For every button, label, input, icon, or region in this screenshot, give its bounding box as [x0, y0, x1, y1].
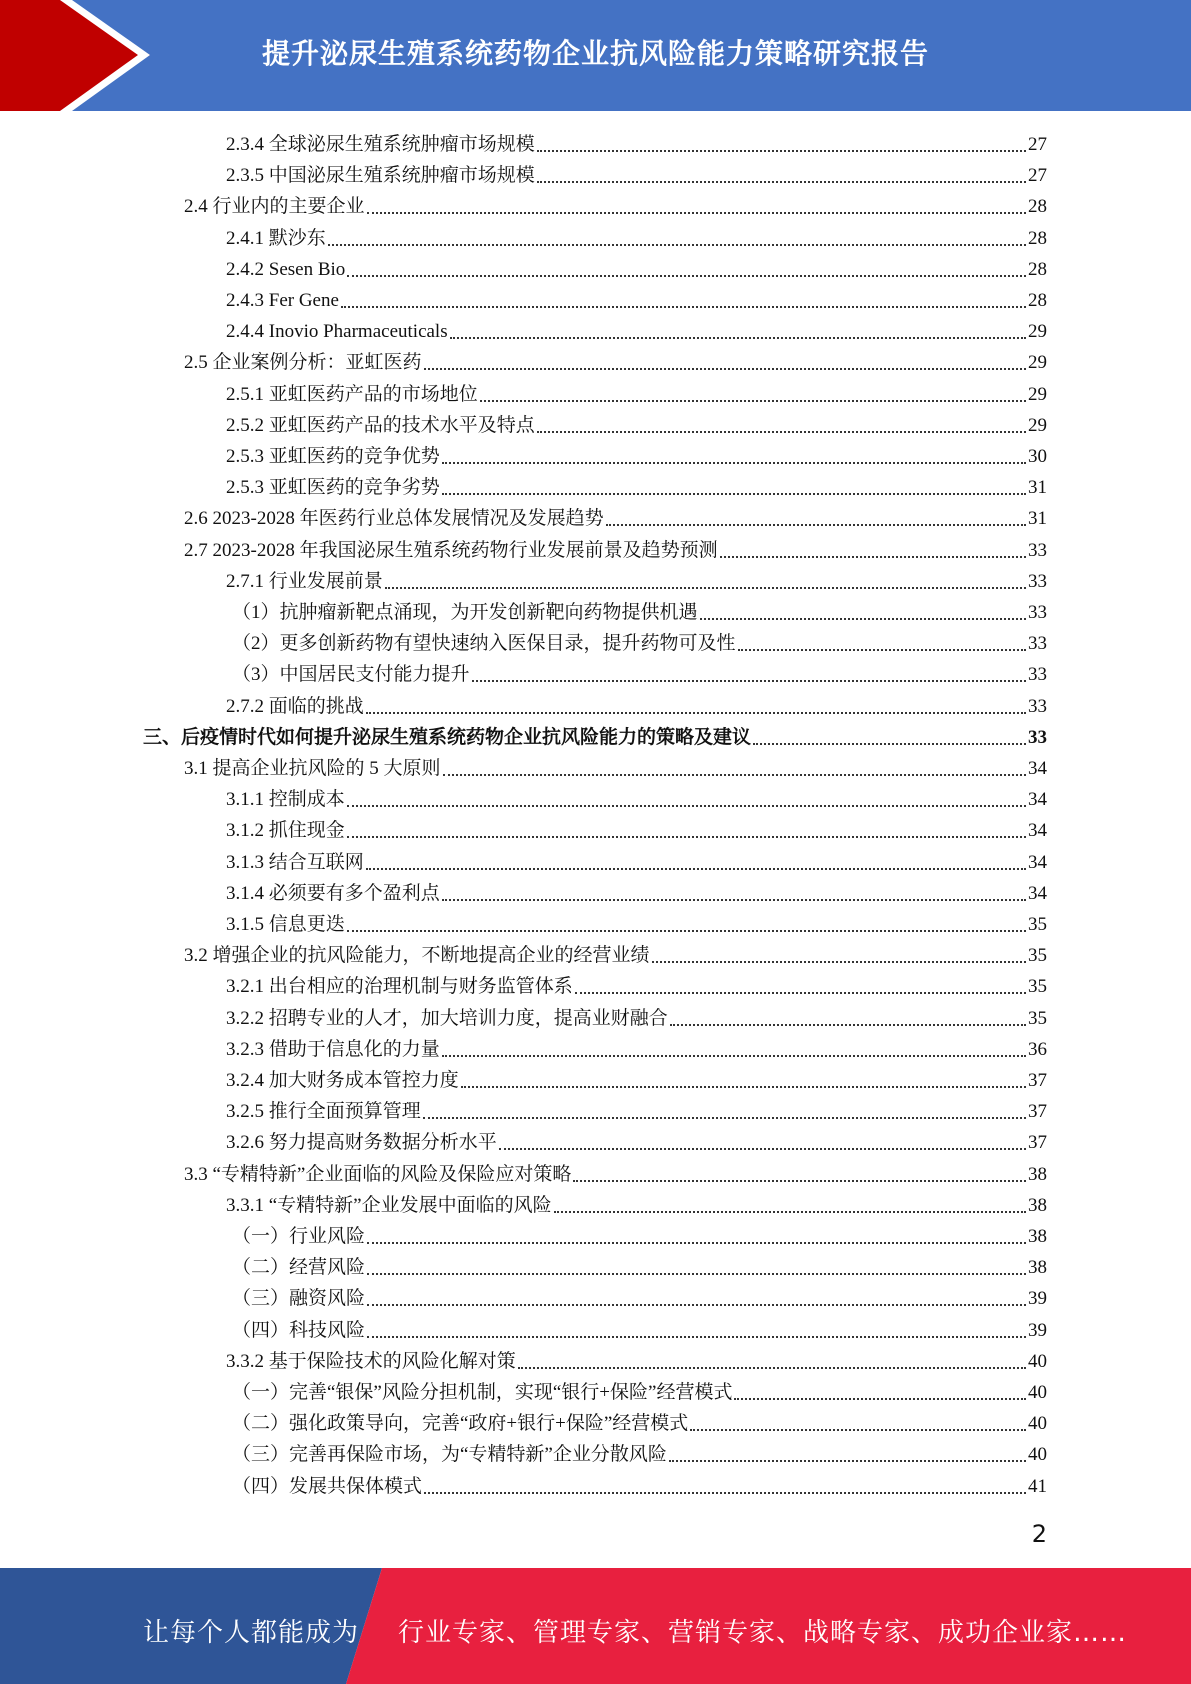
toc-entry[interactable]	[226, 1187, 1047, 1218]
toc-entry-label: （三）融资风险	[232, 1288, 366, 1310]
toc-entry-label: 3.2 增强企业的抗风险能力，不断地提高企业的经营业绩	[184, 945, 650, 967]
toc-leader-dots	[366, 706, 1026, 714]
toc-leader-dots	[385, 581, 1026, 589]
toc-leader-dots	[480, 394, 1026, 402]
toc-entry-page: 37	[1028, 1101, 1047, 1123]
toc-entry[interactable]	[184, 532, 1047, 563]
toc-entry-page: 27	[1028, 165, 1047, 187]
toc-entry-page: 29	[1028, 352, 1047, 374]
toc-entry-page: 41	[1028, 1475, 1047, 1497]
toc-entry-label: 2.7 2023-2028 年我国泌尿生殖系统药物行业发展前景及趋势预测	[184, 539, 718, 561]
toc-entry-page: 28	[1028, 290, 1047, 311]
toc-entry[interactable]	[226, 313, 1047, 344]
toc-leader-dots	[669, 1454, 1026, 1462]
toc-leader-dots	[554, 1205, 1026, 1213]
toc-entry[interactable]	[226, 376, 1047, 407]
toc-leader-dots	[347, 830, 1026, 838]
toc-entry[interactable]	[184, 500, 1047, 531]
toc-leader-dots	[499, 1142, 1026, 1150]
footer-slogan-left: 让每个人都能成为	[143, 1618, 360, 1648]
toc-leader-dots	[753, 737, 1026, 745]
toc-leader-dots	[537, 144, 1026, 152]
toc-entry[interactable]	[226, 1343, 1047, 1374]
toc-entry-page: 31	[1028, 508, 1047, 530]
toc-entry[interactable]	[226, 282, 1047, 313]
toc-entry-page: 40	[1028, 1444, 1047, 1466]
toc-entry-page: 34	[1028, 789, 1047, 811]
toc-leader-dots	[347, 799, 1026, 807]
toc-entry-label: 3.1.4 必须要有多个盈利点	[226, 882, 440, 904]
toc-entry-label: 2.5.2 亚虹医药产品的技术水平及特点	[226, 414, 535, 436]
toc-entry-page: 34	[1028, 758, 1047, 779]
toc-entry-label: 2.4.2 Sesen Bio	[226, 258, 346, 280]
toc-leader-dots	[537, 425, 1026, 433]
toc-entry-label: （一）完善“银保”风险分担机制，实现“银行+保险”经营模式	[232, 1382, 733, 1403]
toc-entry[interactable]	[226, 906, 1047, 937]
toc-entry-label: 2.4.1 默沙东	[226, 227, 326, 249]
toc-leader-dots	[720, 550, 1026, 558]
toc-entry[interactable]	[226, 1031, 1047, 1062]
toc-entry[interactable]	[184, 188, 1047, 219]
page-title: 提升泌尿生殖系统药物企业抗风险能力策略研究报告	[261, 37, 929, 70]
toc-leader-dots	[738, 643, 1026, 651]
toc-entry[interactable]	[232, 1436, 1047, 1467]
toc-entry-page: 35	[1028, 945, 1047, 967]
toc-entry-label: 3.3.1 “专精特新”企业发展中面临的风险	[226, 1194, 552, 1216]
toc-entry-label: 2.5.3 亚虹医药的竞争优势	[226, 446, 440, 467]
toc-entry-page: 33	[1028, 664, 1047, 686]
toc-entry-label: 2.4 行业内的主要企业	[184, 196, 365, 218]
toc-entry[interactable]	[226, 126, 1047, 157]
toc-leader-dots	[450, 331, 1026, 339]
toc-entry-page: 28	[1028, 258, 1047, 280]
toc-entry[interactable]	[143, 719, 1047, 750]
toc-entry-label: 2.5.1 亚虹医药产品的市场地位	[226, 383, 478, 405]
toc-entry-page: 38	[1028, 1194, 1047, 1216]
toc-leader-dots	[424, 362, 1026, 370]
toc-entry-page: 40	[1028, 1350, 1047, 1372]
toc-entry[interactable]	[232, 625, 1047, 656]
toc-leader-dots	[575, 986, 1026, 994]
toc-entry-label: （一）行业风险	[232, 1226, 366, 1247]
toc-entry-label: 3.2.6 努力提高财务数据分析水平	[226, 1132, 497, 1154]
toc-entry-page: 29	[1028, 414, 1047, 436]
toc-entry-label: 2.4.4 Inovio Pharmaceuticals	[226, 321, 448, 343]
toc-entry-page: 33	[1028, 539, 1047, 561]
toc-entry-label: （四）发展共保体模式	[232, 1475, 423, 1497]
toc-entry-page: 28	[1028, 196, 1047, 218]
toc-entry[interactable]	[184, 1156, 1047, 1187]
toc-entry[interactable]	[232, 1374, 1047, 1405]
toc-entry-page: 29	[1028, 321, 1047, 343]
toc-entry[interactable]	[226, 688, 1047, 719]
toc-leader-dots	[461, 1080, 1026, 1088]
toc-leader-dots	[367, 1267, 1026, 1275]
toc-entry[interactable]	[226, 875, 1047, 906]
toc-entry[interactable]	[232, 1405, 1047, 1436]
toc-entry-page: 34	[1028, 820, 1047, 842]
toc-entry-page: 33	[1028, 570, 1047, 592]
toc-entry[interactable]	[226, 438, 1047, 469]
toc-entry[interactable]	[232, 594, 1047, 625]
toc-entry-page: 37	[1028, 1070, 1047, 1091]
toc-entry-label: 3.2.5 推行全面预算管理	[226, 1101, 421, 1123]
toc-entry-label: （二）强化政策导向，完善“政府+银行+保险”经营模式	[232, 1413, 689, 1435]
toc-leader-dots	[347, 269, 1026, 277]
toc-entry-label: 3.3 “专精特新”企业面临的风险及保险应对策略	[184, 1163, 572, 1185]
toc-entry-label: （三）完善再保险市场，为“专精特新”企业分散风险	[232, 1444, 667, 1466]
toc-leader-dots	[341, 300, 1026, 308]
toc-entry-page: 38	[1028, 1163, 1047, 1185]
toc-entry[interactable]	[226, 407, 1047, 438]
toc-entry[interactable]	[184, 937, 1047, 968]
toc-entry-label: 2.6 2023-2028 年医药行业总体发展情况及发展趋势	[184, 508, 604, 530]
toc-leader-dots	[472, 674, 1026, 682]
toc-entry-label: 3.1 提高企业抗风险的 5 大原则	[184, 758, 441, 779]
toc-entry-label: 3.3.2 基于保险技术的风险化解对策	[226, 1350, 516, 1372]
toc-leader-dots	[573, 1174, 1026, 1182]
toc-entry[interactable]	[226, 220, 1047, 251]
toc-leader-dots	[670, 1018, 1026, 1026]
toc-entry-page: 28	[1028, 227, 1047, 249]
toc-leader-dots	[424, 1486, 1026, 1494]
toc-entry[interactable]	[226, 1000, 1047, 1031]
toc-entry-page: 34	[1028, 882, 1047, 904]
toc-entry[interactable]	[184, 750, 1047, 781]
toc-entry-page: 40	[1028, 1382, 1047, 1403]
toc-entry[interactable]	[232, 1312, 1047, 1343]
toc-entry[interactable]	[226, 968, 1047, 999]
toc-entry-label: 2.7.2 面临的挑战	[226, 695, 364, 717]
toc-entry[interactable]	[232, 1280, 1047, 1311]
toc-entry-page: 35	[1028, 976, 1047, 998]
toc-entry-label: 3.2.3 借助于信息化的力量	[226, 1038, 440, 1060]
toc-entry-label: 3.2.2 招聘专业的人才，加大培训力度，提高业财融合	[226, 1007, 668, 1029]
toc-entry-page: 40	[1028, 1413, 1047, 1435]
toc-entry-page: 33	[1028, 602, 1047, 623]
toc-leader-dots	[606, 518, 1026, 526]
toc-entry[interactable]	[226, 1062, 1047, 1093]
toc-entry-label: 三、后疫情时代如何提升泌尿生殖系统药物企业抗风险能力的策略及建议	[143, 726, 752, 748]
toc-entry-page: 31	[1028, 477, 1047, 499]
toc-leader-dots	[442, 1049, 1026, 1057]
toc-leader-dots	[367, 206, 1026, 214]
toc-entry[interactable]	[226, 781, 1047, 812]
toc-entry[interactable]	[226, 812, 1047, 843]
toc-leader-dots	[442, 893, 1026, 901]
toc-entry-label: 3.1.5 信息更迭	[226, 914, 345, 935]
toc-entry-label: 2.3.4 全球泌尿生殖系统肿瘤市场规模	[226, 134, 535, 155]
toc-entry-page: 33	[1028, 726, 1047, 748]
toc-entry[interactable]	[184, 344, 1047, 375]
toc-entry-label: 3.2.4 加大财务成本管控力度	[226, 1070, 459, 1091]
toc-entry-page: 33	[1028, 633, 1047, 655]
toc-entry-label: 2.5.3 亚虹医药的竞争劣势	[226, 477, 440, 499]
toc-leader-dots	[367, 1236, 1026, 1244]
toc-entry[interactable]	[226, 157, 1047, 188]
toc-leader-dots	[347, 924, 1026, 932]
toc-leader-dots	[442, 456, 1026, 464]
toc-leader-dots	[700, 612, 1026, 620]
toc-entry-page: 30	[1028, 446, 1047, 467]
toc-leader-dots	[328, 238, 1026, 246]
toc-entry[interactable]	[226, 251, 1047, 282]
toc-entry-label: （二）经营风险	[232, 1257, 366, 1279]
toc-leader-dots	[652, 955, 1026, 963]
toc-entry-page: 36	[1028, 1038, 1047, 1060]
footer-slogan-right: 行业专家、管理专家、营销专家、战略专家、成功企业家……	[398, 1618, 1128, 1648]
toc-entry-label: 3.1.2 抓住现金	[226, 820, 345, 842]
toc-entry[interactable]	[226, 1124, 1047, 1155]
toc-entry[interactable]	[232, 1468, 1047, 1499]
toc-leader-dots	[367, 1298, 1026, 1306]
toc-entry-page: 33	[1028, 695, 1047, 717]
toc-entry-label: （3）中国居民支付能力提升	[232, 664, 470, 686]
toc-entry-page: 35	[1028, 914, 1047, 935]
toc-entry-label: 2.3.5 中国泌尿生殖系统肿瘤市场规模	[226, 165, 535, 187]
toc-entry-label: 2.7.1 行业发展前景	[226, 570, 383, 592]
toc-entry[interactable]	[226, 844, 1047, 875]
toc-leader-dots	[366, 862, 1026, 870]
toc-entry[interactable]	[226, 563, 1047, 594]
toc-entry-page: 37	[1028, 1132, 1047, 1154]
toc-entry-label: （1）抗肿瘤新靶点涌现，为开发创新靶向药物提供机遇	[232, 602, 698, 623]
toc-entry-label: 3.1.3 结合互联网	[226, 851, 364, 873]
toc-leader-dots	[518, 1361, 1026, 1369]
toc-leader-dots	[537, 175, 1026, 183]
toc-leader-dots	[443, 768, 1026, 776]
toc-entry-page: 39	[1028, 1288, 1047, 1310]
toc-leader-dots	[423, 1111, 1026, 1119]
toc-entry[interactable]	[226, 469, 1047, 500]
toc-entry-page: 27	[1028, 134, 1047, 155]
toc-entry-page: 34	[1028, 851, 1047, 873]
toc-entry-page: 38	[1028, 1257, 1047, 1279]
toc-leader-dots	[734, 1392, 1026, 1400]
page-header	[0, 0, 1191, 111]
toc-entry-label: （2）更多创新药物有望快速纳入医保目录，提升药物可及性	[232, 633, 736, 655]
toc-entry-label: 3.2.1 出台相应的治理机制与财务监管体系	[226, 976, 573, 998]
toc-entry[interactable]	[226, 1093, 1047, 1124]
toc-entry-label: （四）科技风险	[232, 1319, 366, 1341]
toc-entry-label: 2.5 企业案例分析：亚虹医药	[184, 352, 422, 374]
toc-leader-dots	[367, 1330, 1026, 1338]
toc-entry-label: 2.4.3 Fer Gene	[226, 290, 339, 311]
toc-leader-dots	[690, 1423, 1026, 1431]
toc-entry-page: 29	[1028, 383, 1047, 405]
toc-entry[interactable]	[232, 1218, 1047, 1249]
toc-entry[interactable]	[232, 1249, 1047, 1280]
toc-entry-page: 38	[1028, 1226, 1047, 1247]
toc-entry-label: 3.1.1 控制成本	[226, 789, 345, 811]
toc-leader-dots	[442, 487, 1026, 495]
toc-entry[interactable]	[232, 656, 1047, 687]
toc-entry-page: 35	[1028, 1007, 1047, 1029]
page-number: 2	[1031, 1520, 1047, 1548]
toc-entry-page: 39	[1028, 1319, 1047, 1341]
